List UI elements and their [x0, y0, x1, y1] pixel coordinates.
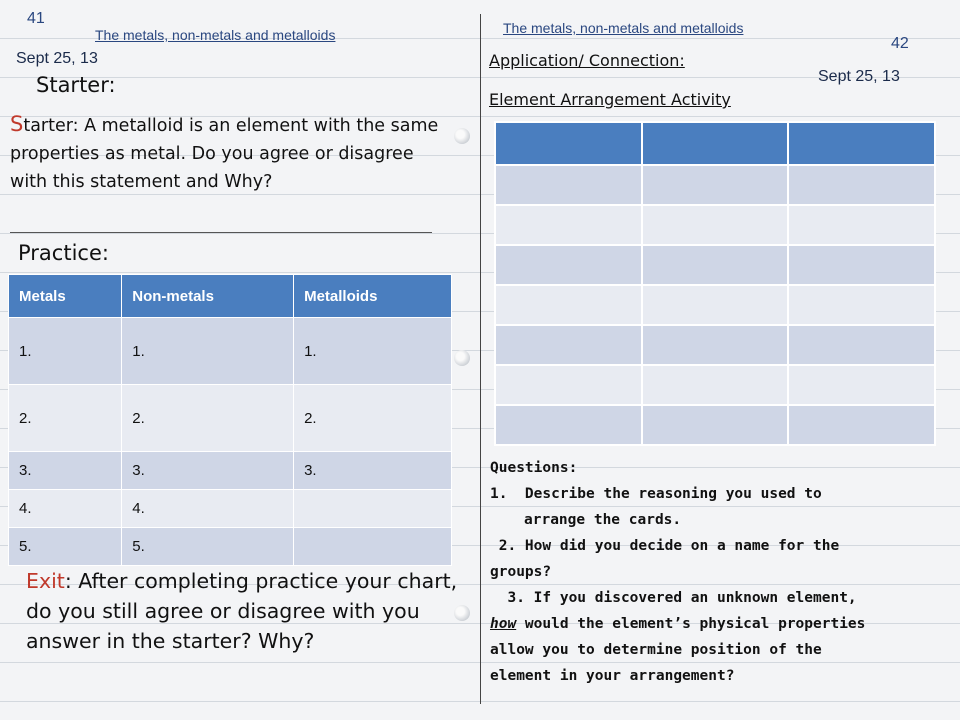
table-header-cell — [788, 122, 935, 165]
col-header-non-metals: Non-metals — [122, 275, 294, 318]
exit-text: : After completing practice your chart, do you still agree or disagree with you answer in the starter? Why? — [26, 569, 458, 653]
table-row — [9, 385, 452, 452]
question-3: 3. If you discovered an unknown element, — [490, 590, 857, 606]
table-cell[interactable] — [294, 528, 452, 566]
table-cell[interactable]: 4. — [9, 490, 122, 528]
question-2: 2. How did you decide on a name for the — [490, 538, 840, 554]
table-cell[interactable] — [788, 165, 935, 205]
table-cell[interactable] — [642, 205, 789, 245]
table-cell[interactable] — [788, 285, 935, 325]
table-row — [495, 405, 935, 445]
table-cell[interactable] — [495, 365, 642, 405]
exit-prompt — [26, 566, 466, 656]
table-cell[interactable] — [642, 405, 789, 445]
table-cell[interactable]: 2. — [122, 385, 294, 452]
table-cell[interactable] — [495, 285, 642, 325]
table-header-cell — [495, 122, 642, 165]
questions-block — [490, 455, 952, 689]
table-cell[interactable]: 5. — [122, 528, 294, 566]
table-row — [9, 528, 452, 566]
left-page-header: The metals, non-metals and metalloids — [95, 27, 336, 43]
table-cell[interactable]: 3. — [294, 452, 452, 490]
table-cell[interactable] — [495, 165, 642, 205]
table-cell[interactable] — [642, 365, 789, 405]
table-cell[interactable] — [495, 205, 642, 245]
table-cell[interactable] — [788, 325, 935, 365]
table-row — [495, 205, 935, 245]
table-cell[interactable] — [788, 205, 935, 245]
question-1: 1. Describe the reasoning you used to — [490, 486, 822, 502]
starter-divider-line — [10, 232, 432, 233]
table-cell[interactable] — [788, 365, 935, 405]
starter-text: tarter: A metalloid is an element with the same properties as metal. Do you agree or disagree with this statement and Why? — [10, 116, 439, 192]
table-cell[interactable]: 1. — [9, 318, 122, 385]
starter-title: Starter: — [36, 73, 116, 97]
left-page-number: 41 — [27, 10, 45, 27]
table-cell[interactable]: 1. — [294, 318, 452, 385]
table-cell[interactable] — [642, 285, 789, 325]
questions-title: Questions: — [490, 460, 578, 476]
arrangement-table — [494, 121, 936, 446]
col-header-metals: Metals — [9, 275, 122, 318]
table-cell[interactable] — [495, 325, 642, 365]
table-row — [495, 325, 935, 365]
starter-prompt — [10, 110, 455, 196]
question-1-cont: arrange the cards. — [524, 512, 682, 528]
table-cell[interactable] — [788, 245, 935, 285]
left-page-date: Sept 25, 13 — [16, 50, 98, 67]
right-page-date: Sept 25, 13 — [818, 68, 900, 85]
table-cell[interactable] — [495, 245, 642, 285]
table-cell[interactable]: 4. — [122, 490, 294, 528]
question-3-text: would the element’s physical properties — [516, 616, 866, 632]
table-cell[interactable] — [642, 245, 789, 285]
binder-hole-top — [454, 128, 470, 144]
exit-label: Exit — [26, 569, 65, 593]
right-page-header: The metals, non-metals and metalloids — [503, 20, 744, 36]
page-divider — [480, 14, 481, 704]
table-cell[interactable]: 2. — [294, 385, 452, 452]
application-title: Application/ Connection: — [489, 51, 685, 70]
arrangement-table-header — [495, 122, 935, 165]
table-cell[interactable] — [642, 165, 789, 205]
table-row — [495, 165, 935, 205]
table-row — [9, 452, 452, 490]
starter-initial: S — [10, 112, 24, 136]
col-header-metalloids: Metalloids — [294, 275, 452, 318]
table-cell[interactable] — [788, 405, 935, 445]
practice-title: Practice: — [18, 241, 109, 265]
table-cell[interactable]: 5. — [9, 528, 122, 566]
question-3-line3: allow you to determine position of the — [490, 642, 822, 658]
table-cell[interactable] — [495, 405, 642, 445]
table-cell[interactable]: 2. — [9, 385, 122, 452]
question-3-line2 — [490, 611, 952, 637]
binder-hole-middle — [454, 350, 470, 366]
table-cell[interactable]: 1. — [122, 318, 294, 385]
table-row — [9, 490, 452, 528]
table-row — [495, 245, 935, 285]
question-2-cont: groups? — [490, 564, 552, 580]
table-header-cell — [642, 122, 789, 165]
table-cell[interactable]: 3. — [122, 452, 294, 490]
table-cell[interactable]: 3. — [9, 452, 122, 490]
table-row — [495, 365, 935, 405]
table-row — [495, 285, 935, 325]
table-cell[interactable] — [642, 325, 789, 365]
practice-table — [8, 274, 452, 566]
table-row — [9, 318, 452, 385]
right-page-number: 42 — [891, 35, 909, 52]
activity-title: Element Arrangement Activity — [489, 90, 731, 109]
question-3-emphasis: how — [490, 616, 517, 632]
table-cell[interactable] — [294, 490, 452, 528]
question-3-line4: element in your arrangement? — [490, 668, 735, 684]
practice-table-header — [9, 275, 452, 318]
